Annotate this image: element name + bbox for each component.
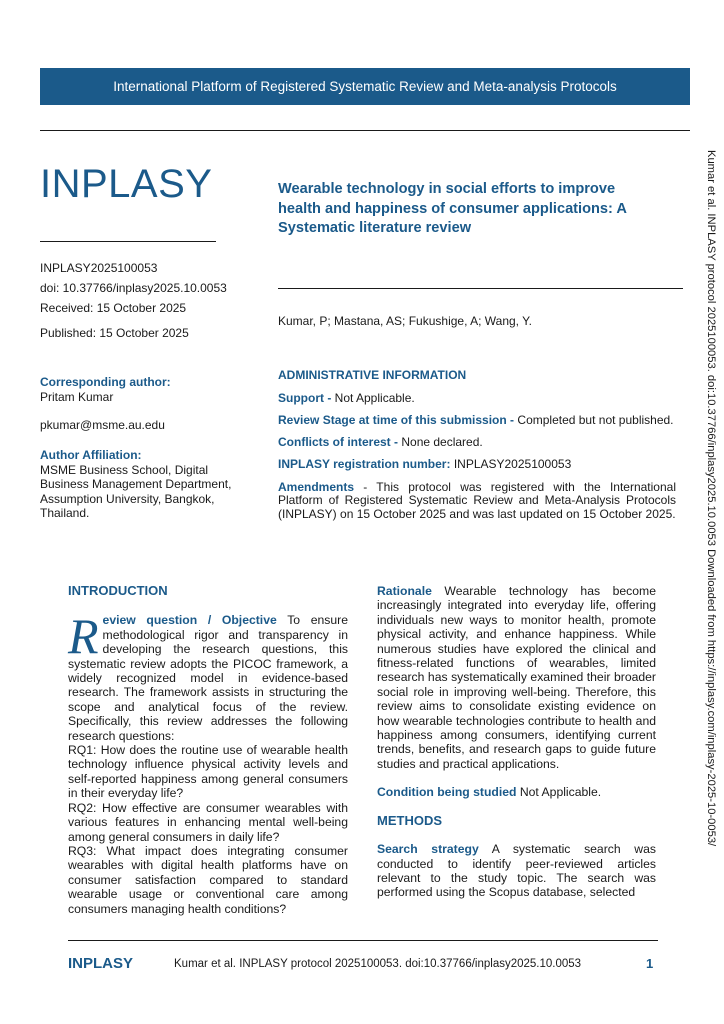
research-question-1: RQ1: How does the routine use of wearable health technology influence physical activity levels and self-reported happiness among general consumers in their everyday life? [68,743,348,801]
corresponding-heading: Corresponding author: [40,375,171,389]
header-rule [40,130,690,131]
footer-brand: INPLASY [68,955,134,972]
admin-registration: INPLASY registration number: INPLASY2025100053 [278,457,572,471]
research-question-3: RQ3: What impact does integrating consumer wearables with digital health platforms have on consumer satisfaction compared to standard wearable usage or conventional care among consumers managing health conditions? [68,843,348,916]
received-date: Received: 15 October 2025 [40,301,187,315]
rationale: Rationale Wearable technology has become increasingly integrated into everyday life, offering individuals new ways to monitor health, promote physical activity, and enhance happiness. While numerous studies have explored the clinical and fitness-related functions of wearables, limited research has systematically examined their broader social role in improving well-being. Therefore, this review aims to consolidate existing evidence on how wearable technologies contribute to health and happiness among consumers, identifying current trends, benefits, and research gaps to guide future studies and practical applications. [377,584,656,771]
header-banner [40,68,690,105]
admin-amendments: Amendments - This protocol was registered with the International Platform of Registered Systematic Review and Meta-Analysis Protocols (INPLASY) on 15 October 2025 and was last updated on 15 October 2025. [278,479,676,521]
page-number: 1 [646,956,654,971]
condition-studied: Condition being studied Not Applicable. [377,785,602,800]
corresponding-author [40,375,250,433]
brand-logo: INPLASY [40,162,213,206]
affiliation-text: MSME Business School, Digital Business Management Department, Assumption University, Bangkok, Thailand. [40,462,232,520]
admin-support: Support - Not Applicable. [278,390,415,405]
doi: doi: 10.37766/inplasy2025.10.0053 [40,281,227,295]
admin-info [278,369,676,521]
admin-heading: ADMINISTRATIVE INFORMATION [278,368,467,382]
review-question: Review question / Objective To ensure methodological rigor and transparency in developing the research questions, this systematic review adopts the PICOC framework, a widely recognized model in evidence-based research. The framework assists in structuring the scope and analytical focus of the review. Specifically, this review addresses the following research questions: [68,608,348,743]
article-title: Wearable technology in social efforts to improve health and happiness of consumer applications: A Systematic literature review [278,181,627,236]
admin-conflicts: Conflicts of interest - None declared. [278,434,483,449]
footer-rule [68,940,658,941]
search-strategy: Search strategy A systematic search was conducted to identify peer-reviewed articles relevant to the study topic. The search was performed using the Scopus database, selected [377,842,656,900]
inplasy-id: INPLASY2025100053 [40,261,158,275]
admin-review-stage: Review Stage at time of this submission - Completed but not published. [278,413,674,427]
side-citation [699,150,719,950]
side-citation-text: Kumar et al. INPLASY protocol 2025100053. doi:10.37766/inplasy2025.10.0053 Downloaded from https://inplasy.com/inplasy-2025-10-0053/ [705,150,717,847]
methods-heading: METHODS [377,812,442,828]
corresponding-email: pkumar@msme.au.edu [40,418,165,432]
published-date: Published: 15 October 2025 [40,326,189,340]
banner-text: International Platform of Registered Systematic Review and Meta-analysis Protocols [113,79,617,94]
introduction-heading: INTRODUCTION [68,583,168,598]
rationale-column [377,584,656,900]
brand-rule [40,241,216,242]
introduction-column [68,584,348,916]
authors: Kumar, P; Mastana, AS; Fukushige, A; Wang, Y. [278,314,532,328]
research-question-2: RQ2: How effective are consumer wearables with various features in enhancing mental well-being among general consumers in daily life? [68,800,348,844]
corresponding-name: Pritam Kumar [40,389,114,404]
affiliation-heading: Author Affiliation: [40,448,142,462]
author-affiliation [40,448,250,521]
title-rule [278,288,683,289]
dropcap-letter: R [68,608,99,665]
footer-citation: Kumar et al. INPLASY protocol 2025100053. doi:10.37766/inplasy2025.10.0053 [174,958,582,970]
